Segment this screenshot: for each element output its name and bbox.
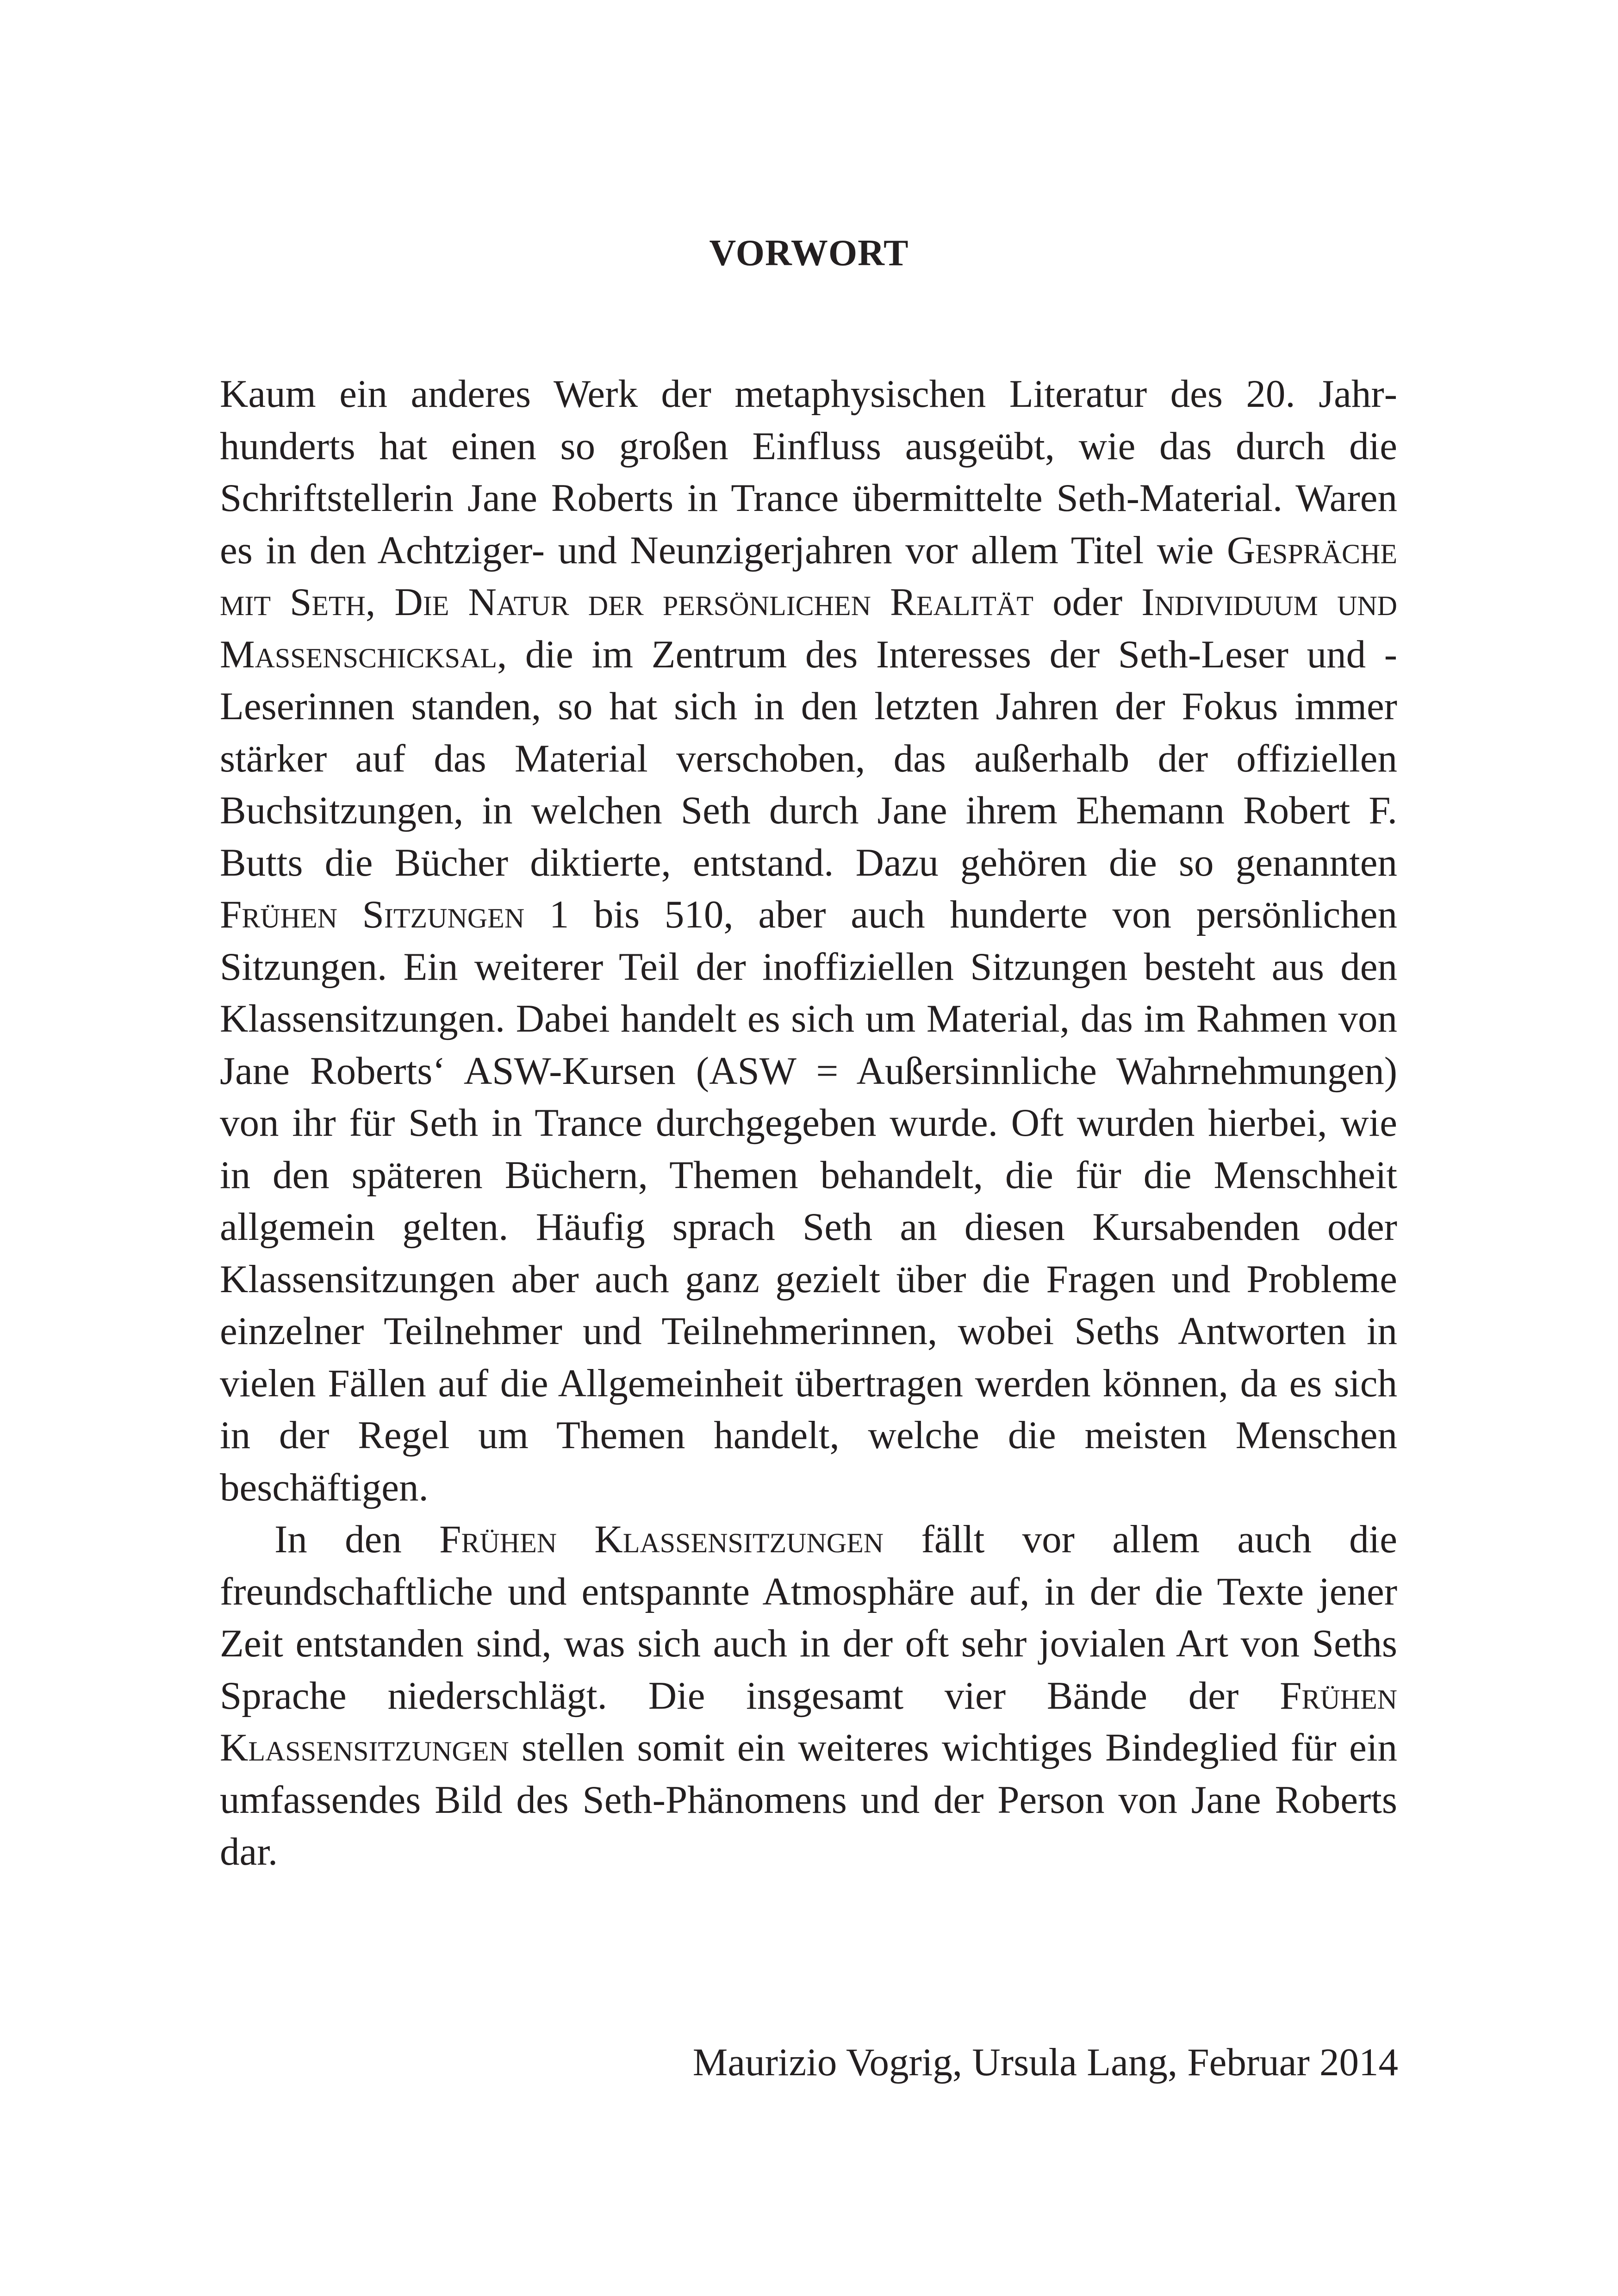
paragraph-2 — [220, 1513, 1397, 1878]
paragraph-1-text-d: , die im Zentrum des Interesses der Seth-Leser und -Leserinnen standen, so hat sich in den letzten Jahren der Fokus immer stärker auf das Material verschoben, das außerhalb der offiziellen Buchsitzungen, in welchen Seth durch Jane ihrem Ehemann Robert F. Butts die Bücher diktierte, entstand. Dazu gehören die so genannten — [220, 632, 1397, 884]
book-title-individuum-und-massenschicksal: Individuum und Massenschicksal — [220, 580, 1397, 676]
paragraph-1-text-e: 1 bis 510, aber auch hunderte von persönlichen Sitzungen. Ein weiterer Teil der inoffiziellen Sitzungen besteht aus den Klassensitzungen. Dabei handelt es sich um Material, das im Rahmen von Jane Roberts‘ ASW-Kursen (ASW = Außersinnliche Wahrnehmungen) von ihr für Seth in Trance durchgegeben wurde. Oft wurden hierbei, wie in den späteren Büchern, Themen behandelt, die für die Menschheit allgemein gelten. Häufig sprach Seth an diesen Kursabenden oder Klassensitzungen aber auch ganz gezielt über die Fragen und Probleme einzelner Teilnehmer und Teilnehmerinnen, wobei Seths Antworten in vielen Fällen auf die Allgemeinheit übertragen werden können, da es sich in der Regel um Themen handelt, welche die meisten Menschen beschäftigen. — [220, 893, 1397, 1509]
paragraph-1-text-b: , — [366, 580, 395, 624]
book-title-fruehe-klassensitzungen-2: Frühen Klassensitzungen — [220, 1674, 1397, 1769]
signature-line: Maurizio Vogrig, Ursula Lang, Februar 2014 — [692, 2041, 1398, 2084]
paragraph-1-text-a: Kaum ein anderes Werk der metaphysischen Literatur des 20. Jahrhunderts hat einen so großen Einfluss ausgeübt, wie das durch die Schriftstellerin Jane Roberts in Trance übermittelte Seth-Material. Waren es in den Achtziger- und Neunzigerjahren vor allem Titel wie — [220, 372, 1397, 572]
book-title-fruehe-sitzungen: Frühen Sitzungen — [220, 893, 525, 936]
paragraph-2-text-a: In den — [274, 1518, 440, 1561]
paragraph-1 — [220, 368, 1397, 1513]
book-title-gespraeche-mit-seth: Gespräche mit Seth — [220, 528, 1397, 624]
paragraph-1-text-c: oder — [1033, 580, 1142, 624]
foreword-body — [220, 368, 1397, 1878]
paragraph-2-text-b: fällt vor allem auch die freundschaftliche und entspannte Atmosphäre auf, in der die Texte jener Zeit entstanden sind, was sich auch in der oft sehr jovialen Art von Seths Sprache niederschlägt. Die insgesamt vier Bände der — [220, 1518, 1397, 1717]
book-title-natur-der-realitaet: Die Natur der persönlichen Realität — [394, 580, 1033, 624]
book-title-fruehe-klassensitzungen-1: Frühen Klassensitzungen — [439, 1518, 884, 1561]
page-title: VORWORT — [709, 232, 909, 274]
paragraph-2-text-c: stellen somit ein weiteres wichtiges Bindeglied für ein umfassendes Bild des Seth-Phänomens und der Person von Jane Roberts dar. — [220, 1726, 1397, 1873]
